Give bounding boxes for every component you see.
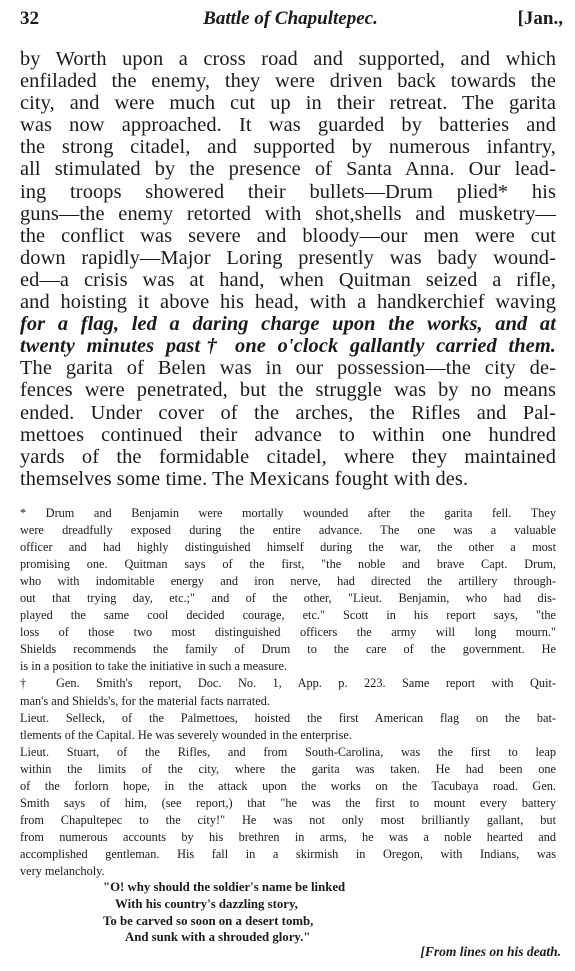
poem-line: And sunk with a shrouded glory." <box>125 930 311 945</box>
text-line: The garita of Belen was in our possession—the city de- <box>20 357 556 380</box>
text-line: ed—a crisis was at hand, when Quitman seized a rifle, <box>20 268 556 291</box>
main-text <box>20 48 556 490</box>
footnote-line: officer and had highly distinguished himself during the war, the other a most <box>20 540 556 555</box>
text-line: guns—the enemy retorted with shot,shells and musketry— <box>20 202 556 225</box>
text-line: was now approached. It was guarded by batteries and <box>20 114 556 137</box>
text-line-italic: twenty minutes past† one o'clock gallantly carried them. <box>20 335 556 358</box>
footnote-line: from numerous accounts by his brethren in arms, he was a noble hearted and <box>20 829 556 844</box>
text-line: city, and were much cut up in their retreat. The garita <box>20 92 556 115</box>
text-line: ing troops showered their bullets—Drum plied* his <box>20 180 556 203</box>
text-line: down rapidly—Major Loring presently was bady wound- <box>20 246 556 269</box>
footnote-line: who with indomitable energy and iron nerve, had directed the artillery through- <box>20 574 556 589</box>
text-line: enfiladed the enemy, they were driven back towards the <box>20 70 556 93</box>
running-title: Battle of Chapultepec. <box>203 8 378 29</box>
text-line: ended. Under cover of the arches, the Rifles and Pal- <box>20 401 556 424</box>
footnote-line: within the limits of the city, where the garita was taken. He had been one <box>20 761 556 776</box>
footnote-line: * Drum and Benjamin were mortally wounded after the garita fell. They <box>20 506 556 520</box>
footnote-line: from Chapultepec to the city!" He was not only most brilliantly gallant, but <box>20 812 556 827</box>
text-line: themselves some time. The Mexicans fought with des. <box>20 467 469 490</box>
footnote-line: Lieut. Selleck, of the Palmettoes, hoisted the first American flag on the bat- <box>20 710 556 725</box>
text-line: all stimulated by the presence of Santa Anna. Our lead- <box>20 158 556 181</box>
footnote-line: played the same cool decided courage, etc." Scott in his report says, "the <box>20 608 556 623</box>
footnote-line: is in a position to take the initiative in such a measure. <box>20 659 288 674</box>
footnote-line: man's and Shields's, for the material facts narrated. <box>20 693 270 708</box>
page-header <box>18 6 563 32</box>
text-line: the conflict was severe and bloody—our men were cut <box>20 224 556 247</box>
footnote-line: tlements of the Capital. He was severely wounded in the enterprise. <box>20 727 352 742</box>
footnote-line: loss of those two most distinguished officers the army will long mourn." <box>20 625 556 640</box>
footnote-line: Shields recommends the family of Drum to the care of the government. He <box>20 642 556 657</box>
text-line: and hoisting it above his head, with a handkerchief waving <box>20 291 556 314</box>
page-number: 32 <box>20 8 39 29</box>
footnote-line: Smith says of him, (see report,) that "he was the first to mount every battery <box>20 795 556 810</box>
footnote-line: of the forlorn hope, in the attack upon the works on the Tacubaya road. Gen. <box>20 778 556 793</box>
poem-line: To be carved so soon on a desert tomb, <box>103 913 314 928</box>
poem-attribution: [From lines on his death. <box>420 944 561 959</box>
text-line: yards of the formidable citadel, where they maintained <box>20 445 556 468</box>
footnote-line: very melancholy. <box>20 863 105 878</box>
poem-quote <box>20 879 556 946</box>
text-line: mettoes continued their advance to within one hundred <box>20 423 556 446</box>
poem-line: "O! why should the soldier's name be linked <box>103 880 346 894</box>
footnote-line: Lieut. Stuart, of the Rifles, and from South-Carolina, was the first to leap <box>20 744 556 759</box>
text-line: the strong citadel, and supported by numerous infantry, <box>20 136 556 159</box>
poem-line: With his country's dazzling story, <box>115 896 298 911</box>
date-tag: [Jan., <box>517 8 563 29</box>
text-line: fences were penetrated, but the struggle was by no means <box>20 379 556 402</box>
footnote-line: accomplished gentleman. His fall in a skirmish in Oregon, with Indians, was <box>20 846 556 861</box>
text-line: by Worth upon a cross road and supported, and which <box>20 48 556 70</box>
footnote-line: were dreadfully exposed during the entire advance. The one was a valuable <box>20 523 556 538</box>
footnote-line: promising one. Quitman says of the first, "the noble and brave Capt. Drum, <box>20 557 556 572</box>
footnotes <box>20 505 556 880</box>
text-line-italic: for a flag, led a daring charge upon the works, and at <box>20 313 556 336</box>
footnote-line: † Gen. Smith's report, Doc. No. 1, App. p. 223. Same report with Quit- <box>20 676 556 691</box>
footnote-line: out that trying day, etc.;" and of the other, "Lieut. Benjamin, who had dis- <box>20 591 556 606</box>
